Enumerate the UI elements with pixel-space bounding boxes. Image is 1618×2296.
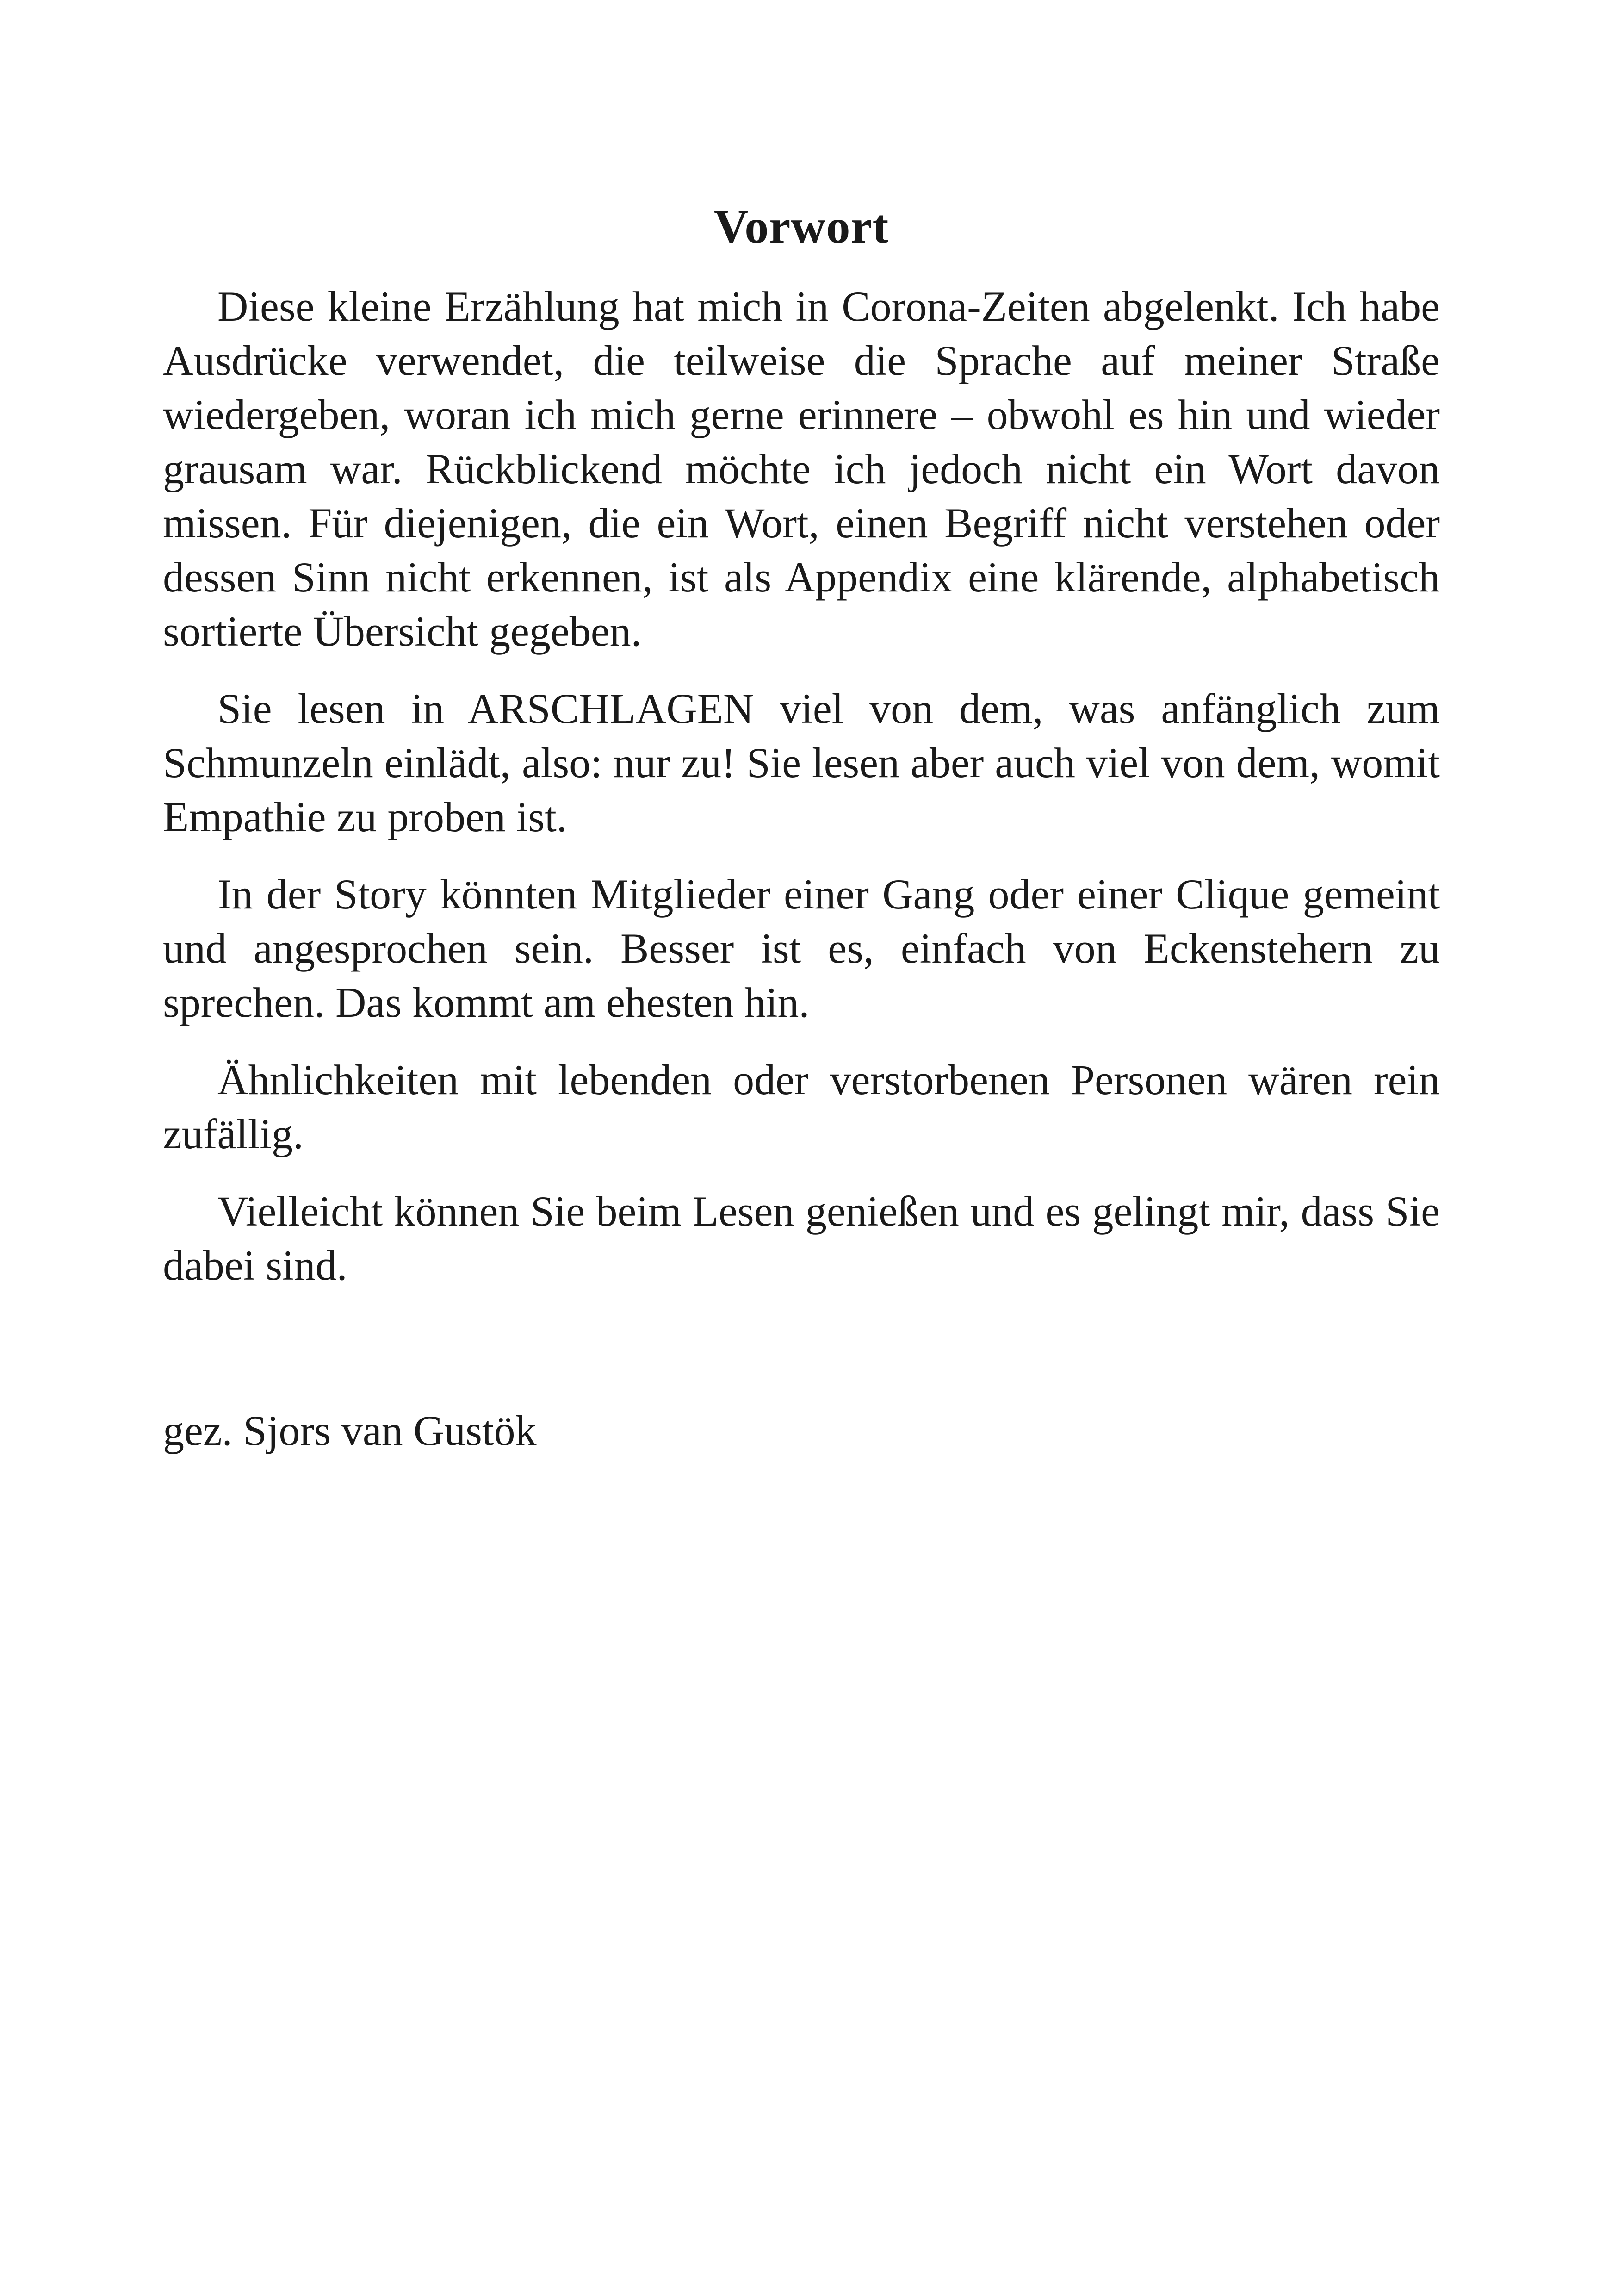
paragraph-disclaimer: Ähnlichkeiten mit lebenden oder verstorbenen Personen wären rein zufällig. (163, 1056, 1440, 1157)
paragraph-story: In der Story könnten Mitglieder einer Gang oder einer Clique gemeint und angesprochen sein. Besser ist es, einfach von Eckenstehern zu sprechen. Das kommt am ehesten hin. (163, 871, 1440, 1026)
paragraph-arschlagen: Sie lesen in ARSCHLAGEN viel von dem, was anfänglich zum Schmunzeln einlädt, also: nur zu! Sie lesen aber auch viel von dem, womit Empathie zu proben ist. (163, 685, 1440, 840)
document-body (163, 194, 1440, 1458)
paragraph-closing: Vielleicht können Sie beim Lesen genießen und es gelingt mir, dass Sie dabei sind. (163, 1188, 1440, 1289)
paragraph-intro: Diese kleine Erzählung hat mich in Corona-Zeiten abgelenkt. Ich habe Ausdrücke verwendet, die teilweise die Sprache auf meiner Straße wiedergeben, woran ich mich gerne erinnere – obwohl es hin und wieder grausam war. Rückblickend möchte ich jedoch nicht ein Wort davon missen. Für diejenigen, die ein Wort, einen Begriff nicht verstehen oder dessen Sinn nicht erkennen, ist als Appendix eine klärende, alphabetisch sortierte Übersicht gegeben. (163, 283, 1440, 655)
signature: gez. Sjors van Gustök (163, 1407, 537, 1454)
page-title: Vorwort (713, 200, 889, 253)
